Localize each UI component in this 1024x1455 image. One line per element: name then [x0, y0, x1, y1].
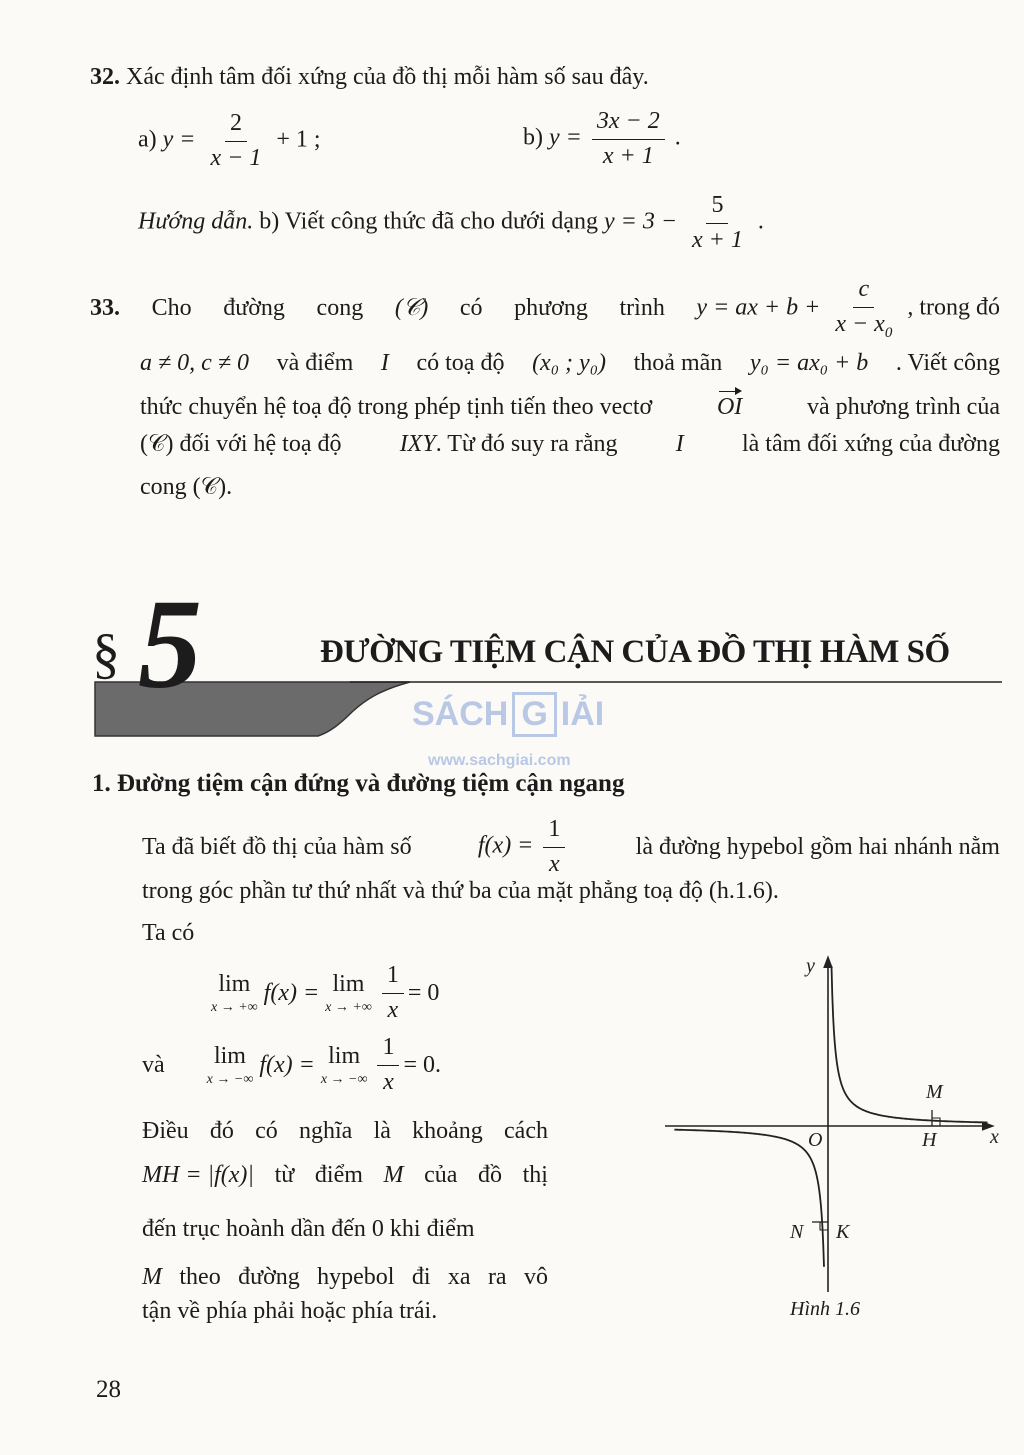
numerator: 1	[543, 816, 565, 848]
word: theo	[179, 1264, 221, 1290]
text: và phương trình của	[807, 394, 1000, 420]
lim-subscript: x → −∞	[320, 1071, 368, 1087]
word: trình	[619, 295, 665, 322]
lim-operator	[211, 971, 258, 1016]
text: là đường hypebol gồm hai nhánh nằm	[635, 833, 1000, 860]
column-line-3: đến trục hoành dần đến 0 khi điểm	[142, 1216, 475, 1242]
word: đường	[238, 1264, 300, 1290]
denominator: x	[383, 1068, 394, 1095]
condition: a ≠ 0, c ≠ 0	[140, 350, 249, 376]
numerator: 1	[382, 962, 404, 994]
exercise-text: Xác định tâm đối xứng của đồ thị mỗi hàm số sau đây.	[126, 64, 649, 90]
word: Điều	[142, 1118, 189, 1144]
denominator-text: x − x	[835, 310, 885, 337]
word: thị	[522, 1162, 548, 1188]
point-label: I	[380, 350, 389, 376]
part-label: a)	[138, 126, 157, 153]
section-symbol: §	[92, 623, 120, 685]
denominator: x + 1	[692, 226, 743, 253]
denominator: x + 1	[602, 142, 654, 169]
distance-formula: MH = |f(x)|	[142, 1162, 255, 1188]
word: đồ	[478, 1162, 502, 1188]
lim-word: lim	[332, 970, 365, 997]
limit-equation-2	[142, 1034, 441, 1096]
denominator: x	[387, 996, 399, 1023]
word: có	[459, 295, 483, 322]
text: (𝒞) đối với hệ toạ độ	[140, 431, 342, 457]
paragraph-line-2: trong góc phần tư thứ nhất và thứ ba của mặt phẳng toạ độ (h.1.6).	[142, 878, 779, 904]
axis-label-x: x	[990, 1126, 999, 1148]
word: cách	[504, 1118, 548, 1144]
exercise-33-line-3	[140, 394, 1000, 421]
denominator: x	[549, 850, 560, 877]
text: thức chuyển hệ toạ độ trong phép tịnh tiến theo vectơ	[140, 394, 653, 420]
word: phương	[514, 295, 588, 322]
denominator	[830, 308, 897, 342]
watermark-text: SÁCH	[412, 695, 509, 733]
point-label-N: N	[790, 1221, 804, 1243]
formula-tail: .	[757, 208, 764, 235]
exercise-32-part-a	[138, 110, 321, 172]
word: từ	[274, 1162, 295, 1188]
watermark-text: IẢI	[560, 695, 605, 733]
exercise-33-line-1	[90, 276, 1000, 342]
formula-tail: , trong đó	[907, 294, 1000, 321]
numerator: c	[853, 276, 874, 308]
fraction	[206, 110, 267, 172]
point-label: M	[142, 1264, 162, 1290]
exercise-number: 32.	[90, 64, 120, 90]
numerator: 5	[706, 192, 728, 224]
fraction	[543, 816, 565, 878]
lim-word: lim	[213, 1042, 246, 1069]
fraction	[592, 108, 665, 170]
text: . Viết công	[895, 350, 1000, 376]
exercise-33-line-5	[140, 474, 232, 501]
word: đường	[223, 295, 285, 322]
page-number: 28	[96, 1376, 121, 1403]
point-label-M: M	[926, 1081, 943, 1103]
paragraph-line-1	[142, 816, 1000, 878]
hyperbola-branch-right	[832, 966, 988, 1123]
word: (𝒞)	[394, 295, 429, 322]
lim-operator	[321, 1043, 368, 1088]
part-label: b)	[523, 124, 543, 151]
formula-lhs: f(x) =	[259, 1051, 315, 1078]
coordinates: (x₀ ; y₀)	[532, 350, 607, 376]
formula-lhs: y = 3 −	[603, 208, 678, 235]
watermark-url: www.sachgiai.com	[428, 752, 571, 769]
column-line-4	[142, 1264, 548, 1291]
limit-equation-1	[205, 962, 439, 1024]
text: thoả mãn	[633, 350, 723, 376]
lim-word: lim	[328, 1042, 361, 1069]
word: đi	[411, 1264, 431, 1290]
text: có toạ độ	[416, 350, 505, 376]
lim-operator	[325, 971, 372, 1016]
column-line-5: tận về phía phải hoặc phía trái.	[142, 1298, 438, 1324]
exercise-32-hint	[138, 192, 764, 254]
text: là tâm đối xứng của đường	[741, 431, 1000, 457]
equation: y₀ = ax₀ + b	[749, 350, 869, 376]
word: điểm	[314, 1162, 363, 1188]
word: vô	[523, 1264, 548, 1290]
subscript: 0	[884, 324, 893, 341]
fraction	[830, 276, 897, 342]
lim-subscript: x → +∞	[325, 999, 372, 1015]
formula-tail: = 0.	[403, 1051, 442, 1078]
lim-word: lim	[218, 970, 251, 997]
column-line-1	[142, 1118, 548, 1145]
word: Cho	[151, 295, 192, 322]
section-title: ĐƯỜNG TIỆM CẬN CỦA ĐỒ THỊ HÀM SỐ	[320, 634, 950, 670]
numerator: 3x − 2	[592, 108, 665, 140]
numerator: 1	[377, 1034, 399, 1066]
function-definition	[478, 816, 570, 878]
hint-label: Hướng dẫn.	[138, 208, 254, 235]
formula-lhs: y = ax + b +	[696, 294, 821, 321]
paragraph-line-3: Ta có	[142, 920, 195, 946]
text: . Từ đó suy ra rằng	[435, 431, 618, 457]
point-label-H: H	[922, 1129, 937, 1151]
word: là	[373, 1118, 391, 1144]
word: nghĩa	[299, 1118, 353, 1144]
hint-text: b) Viết công thức đã cho dưới dạng	[259, 208, 598, 235]
exercise-32-part-b	[523, 108, 681, 170]
watermark-logo	[412, 692, 604, 737]
formula-lhs: f(x) =	[477, 832, 534, 859]
column-line-2	[142, 1162, 548, 1189]
section-number: 5	[138, 573, 202, 715]
point-label: M	[383, 1162, 404, 1188]
word: của	[424, 1162, 458, 1188]
formula-lhs: y =	[549, 124, 582, 151]
word: khoảng	[412, 1118, 483, 1144]
formula-lhs: y =	[162, 126, 196, 153]
word: hypebol	[317, 1264, 395, 1290]
formula-lhs: f(x) =	[263, 979, 320, 1006]
fraction	[382, 962, 404, 1024]
text: cong (𝒞).	[140, 474, 233, 500]
origin-label: O	[808, 1129, 823, 1151]
exercise-number: 33.	[90, 295, 120, 322]
hyperbola-branch-left	[674, 1130, 824, 1267]
word: cong	[316, 295, 364, 322]
watermark-box-letter: G	[512, 692, 556, 737]
figure-caption: Hình 1.6	[790, 1298, 860, 1320]
lim-operator	[207, 1043, 254, 1088]
right-angle-mark-K	[820, 1222, 828, 1230]
point-label: I	[675, 431, 684, 457]
word: ra	[487, 1264, 507, 1290]
lim-subscript: x → +∞	[211, 999, 258, 1015]
exercise-32-prompt	[90, 64, 649, 91]
text: và điểm	[276, 350, 354, 376]
formula-tail: + 1 ;	[276, 126, 321, 153]
word: đó	[209, 1118, 234, 1144]
coordinate-system: IXY	[399, 431, 436, 457]
exercise-33-line-2	[140, 350, 1000, 377]
fraction	[687, 192, 748, 254]
axis-label-y: y	[806, 955, 815, 977]
figure-hyperbola	[660, 950, 1010, 1300]
text: Ta đã biết đồ thị của hàm số	[142, 833, 412, 860]
formula-tail: .	[674, 124, 681, 151]
text: và	[142, 1051, 165, 1078]
exercise-33-line-4	[140, 431, 1000, 458]
numerator: 2	[225, 110, 247, 142]
word: có	[255, 1118, 278, 1144]
lim-subscript: x → −∞	[206, 1071, 254, 1087]
point-label-K: K	[836, 1221, 850, 1243]
right-angle-mark-H	[932, 1118, 940, 1126]
subsection-heading: 1. Đường tiệm cận đứng và đường tiệm cận ngang	[92, 770, 625, 797]
formula-tail: = 0	[407, 979, 440, 1006]
denominator: x − 1	[210, 144, 262, 171]
fraction	[377, 1034, 399, 1096]
curve-equation	[696, 276, 1000, 342]
word: xa	[447, 1264, 471, 1290]
vector-OI: OI	[716, 394, 743, 420]
